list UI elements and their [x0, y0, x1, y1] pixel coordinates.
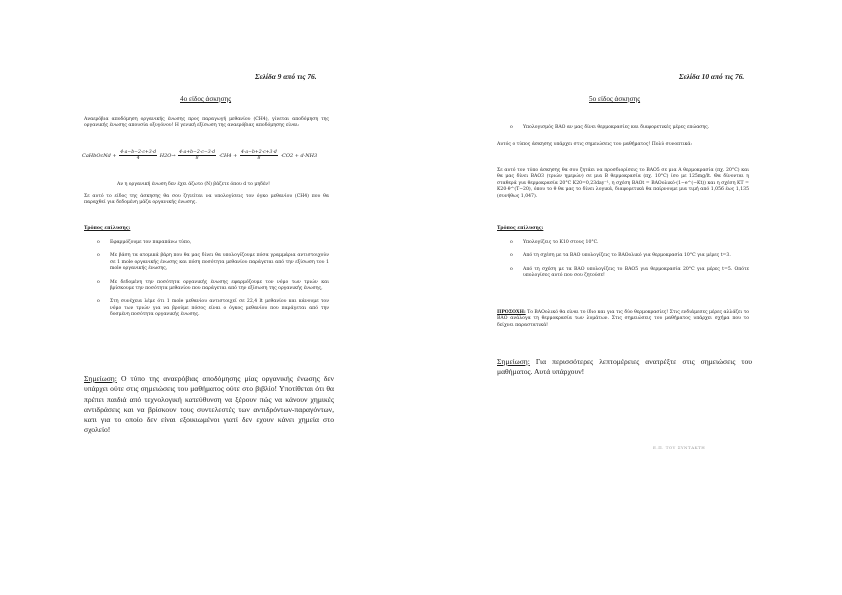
method-steps [84, 240, 329, 326]
step-text: Από τη σχέση με τα BAO υπολογίζεις το BAO5 για θερμοκρασία 20°C για μέρες t=5. Οπότε υπολογίσες αυτό που σου ζητούσε! [523, 266, 749, 279]
equation-term: ·CO2 + d·NH3 [280, 153, 318, 159]
step-text: Από τη σχέση με τα BAO υπολογίζεις το BAOολικό για θερμοκρασία 10°C για μέρες t=3. [523, 253, 731, 259]
fraction-methane [178, 150, 216, 161]
list-item: o Από τη σχέση με τα BAO υπολογίζεις το BAOολικό για θερμοκρασία 10°C για μέρες t=3. [510, 253, 731, 259]
fraction-denominator: 4 [136, 156, 140, 161]
warning-text: Το BAOολικό θα είναι το ίδιο και για τις δύο θερμοκρασίες! Στις ενδιάμεσες μέρες αλλάζει το BAO ανάλογα τη θερμοκρασία των λυμάτων. Στις σημειώσεις του μαθήματος υπάρχει σχήμα που το δείχνει παραστατικά! [497, 310, 749, 328]
step-text: Εφαρμόζουμε τον παραπάνω τύπο, [110, 240, 192, 245]
top-bullet [497, 125, 749, 138]
stamp-mark: Ε.Π. ΤΟΥ ΣΥΝΤΑΚΤΗ [653, 445, 706, 450]
bullet-text: Υπολογισμός BAO αν μας δίνει θερμοκρασίες και διαφορετικές μέρες επώασης. [523, 125, 710, 130]
warning-paragraph [497, 310, 749, 329]
step-text: Υπολογίζεις το K10 στους 10°C. [523, 240, 599, 245]
fraction-numerator: 4·a+b−2·c−3·d [179, 150, 216, 155]
nitrogen-note: Αν η οργανική ένωση δεν έχει άζωτο (N) βάζετε όπου d το μηδέν! [117, 182, 270, 187]
section-title: 4ο είδος άσκησης [180, 95, 232, 103]
note-label: Σημείωση: [84, 374, 117, 383]
fraction-numerator: 4·a−b−2·c+3·d [120, 150, 157, 155]
list-item: o Στη συνέχεια λέμε ότι 1 mole μεθανίου αντιστοιχεί σε 22,4 lt μεθανίου και κάνουμε τον νόμο των τριών για να βρούμε πόσος είναι ο όγκος μεθανίου που παράγεται από την δοσμένη ποσότητα οργανικής ένωσης. [97, 299, 329, 318]
intro-paragraph: Αναερόβια αποδόμηση οργανικής ένωσης προς παραγωγή μεθανίου (CH4), γίνεται αποδόμηση της οργανικής ένωσης απουσία οξυγόνου! Η γενική εξίσωση της αναερόβιας αποδόμησης είναι: [84, 117, 329, 129]
method-title: Τρόπος επίλυσης: [497, 226, 544, 231]
step-text: Με δεδομένη την ποσότητα οργανικής ένωσης εφαρμόζουμε τον νόμο των τριών και βρίσκουμε την ποσότητα μεθανίου που παράγεται από την εξίσωση της οργανικής ένωσης, [110, 279, 329, 292]
intro-paragraph: Αυτός ο τύπος άσκησης υπάρχει στις σημειώσεις του μαθήματος! Πολύ συνοπτικά: [497, 142, 693, 147]
warning-label: ΠΡΟΣΟΧΗ: [497, 310, 526, 315]
list-item: o Υπολογίζεις το K10 στους 10°C. [510, 240, 599, 245]
body-paragraph: Σε αυτό τον τύπο άσκησης θα σου ζητάει να προσδιορίσεις το BAO5 σε μια A θερμοκρασία (πχ. 20°C) και θα μας δίνει BAO3 (τριών ημερών) σε μια B θερμοκρασία (πχ. 10°C) ίσο με 125mg/lt. Θα δίνονται η σταθερά για θερμοκρασία 20°C K20=0,23day⁻¹, η σχέση BAOt = BAOολικό·(1−e^(−Kt)) και η σχέση KT = K20·θ^(T−20), όπου το θ θα μας το δίνει λογικά, διαφορετικά θα παίρνουμε μια τιμή από 1,056 έως 1,135 (συνήθως 1,047). [497, 168, 749, 199]
list-item: o Εφαρμόζουμε τον παραπάνω τύπο, [97, 240, 192, 245]
list-item: o Με βάση τα ατομικά βάρη που θα μας δίνει θα υπολογίζουμε πόσα γραμμάρια αντιστοιχούν σε 1 mole οργανικής ένωσης και πόση ποσότητα μεθανίου παράγεται από την εξίσωση του 1 mole οργανικής ένωσης, [97, 253, 329, 272]
note-paragraph [497, 357, 752, 378]
fraction-numerator: 4·a−b+2·c+3·d [240, 150, 277, 155]
right-page [421, 0, 842, 595]
page-number: Σελίδα 9 από τις 76. [255, 72, 317, 81]
method-steps [497, 240, 749, 287]
method-title: Τρόπος επίλυσης: [84, 226, 131, 231]
equation-term: H2O→ [159, 153, 176, 159]
page-number: Σελίδα 10 από τις 76. [679, 72, 745, 81]
note-text: Ο τύπο της αναερόβιας αποδόμησης μίας οργανικής ένωσης δεν υπάρχει ούτε στις σημειώσεις του μαθήματος ούτε στο βιβλίο! Υποτίθεται ότι θα πρέπει παιδιά από τεχνολογική κατεύθυνση να ξέρουν πώς να κάνουν χημικές αντιδράσεις και να βρίσκουν τους συντελεστές των αντιδρόντων-παραγόντων, κατι για το οποίο δεν είναι εξοικιωμένοι γιατί δεν εχουν κάνει χημεία στο σχολείο! [84, 374, 334, 435]
fraction-water [119, 150, 157, 161]
fraction-denominator: 8 [257, 156, 261, 161]
list-item: o Από τη σχέση με τα BAO υπολογίζεις το BAO5 για θερμοκρασία 20°C για μέρες t=5. Οπότε υπολογίσες αυτό που σου ζητούσε! [510, 266, 749, 279]
fraction-denominator: 8 [195, 156, 199, 161]
degradation-equation [82, 150, 317, 161]
note-paragraph [84, 374, 334, 436]
equation-lhs: CaHbOcNd + [82, 153, 117, 159]
list-item: o Υπολογισμός BAO αν μας δίνει θερμοκρασίες και διαφορετικές μέρες επώασης. [510, 125, 710, 130]
step-text: Στη συνέχεια λέμε ότι 1 mole μεθανίου αντιστοιχεί σε 22,4 lt μεθανίου και κάνουμε τον νόμο των τριών για να βρούμε πόσος είναι ο όγκος μεθανίου που παράγεται από την δοσμένη ποσότητα οργανικής ένωσης. [110, 299, 329, 318]
note-label: Σημείωση: [497, 357, 530, 366]
task-paragraph: Σε αυτό το είδος της άσκησης θα σου ζητείται να υπολογίσεις τον όγκο μεθανίου (CH4) που θα παραχθεί για δεδομένη μάζα οργανικής ένωσης. [84, 194, 329, 206]
step-text: Με βάση τα ατομικά βάρη που θα μας δίνει θα υπολογίζουμε πόσα γραμμάρια αντιστοιχούν σε 1 mole οργανικής ένωσης και πόση ποσότητα μεθανίου παράγεται από την εξίσωση του 1 mole οργανικής ένωσης, [110, 253, 329, 272]
section-title: 5ο είδος άσκησης [589, 95, 641, 103]
equation-term: ·CH4 + [218, 153, 238, 159]
fraction-co2 [240, 150, 278, 161]
note-text: Για περισσότερες λεπτομέρειες ανατρέξτε στις σημειώσεις του μαθήματος. Αυτά υπάρχουν! [497, 357, 752, 377]
list-item: o Με δεδομένη την ποσότητα οργανικής ένωσης εφαρμόζουμε τον νόμο των τριών και βρίσκουμε την ποσότητα μεθανίου που παράγεται από την εξίσωση της οργανικής ένωσης, [97, 279, 329, 292]
